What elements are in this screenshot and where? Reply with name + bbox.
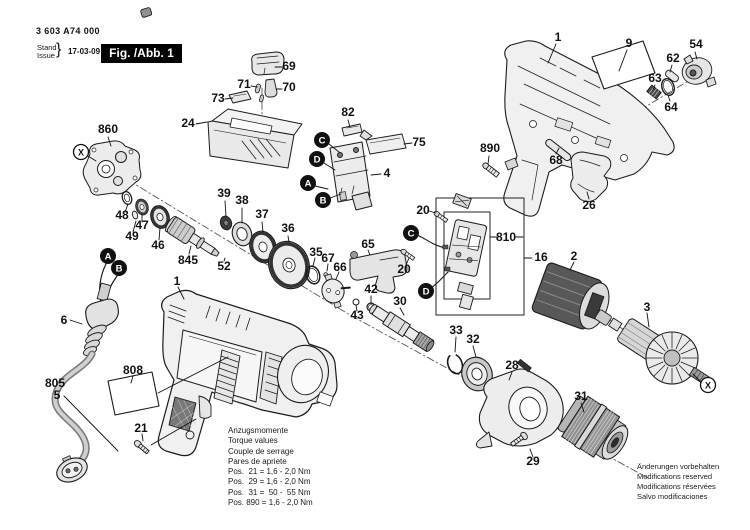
part-label-75: 75	[412, 135, 426, 149]
part-label-9: 9	[625, 36, 633, 50]
spindle-30	[367, 302, 436, 354]
ref-letter: A	[104, 251, 112, 263]
nameplate	[592, 41, 655, 89]
part-label-24: 24	[181, 116, 195, 130]
part-label-39: 39	[217, 186, 231, 200]
ref-circle-C-brush	[403, 225, 419, 241]
torque-note-line: Pos. 21 = 1,6 - 2,0 Nm	[228, 467, 311, 477]
clip-73	[229, 91, 251, 103]
torque-note-line: Pos. 890 = 1,6 - 2,0 Nm	[228, 498, 313, 508]
slider-75	[360, 130, 406, 154]
ref-circle-B-switch	[315, 192, 331, 208]
armature-3	[594, 309, 714, 388]
screw-21	[133, 439, 150, 455]
revision-note-line: Modifications réservées	[637, 482, 716, 491]
type-number: 3 603 A74 000	[36, 26, 100, 36]
torque-note-line: Anzugsmomente	[228, 426, 289, 435]
torque-note	[228, 426, 313, 508]
part-label-62: 62	[666, 51, 680, 65]
ref-letter: D	[422, 286, 430, 298]
part-label-1-top: 1	[554, 30, 562, 44]
part-label-4: 4	[383, 166, 391, 180]
part-label-42: 42	[364, 282, 378, 296]
ref-circle-D-brush	[418, 283, 434, 299]
torque-note-line: Torque values	[228, 436, 278, 446]
flange-66	[317, 270, 354, 311]
part-label-26: 26	[582, 198, 596, 212]
ref-letter: C	[407, 228, 415, 240]
figure-badge	[101, 44, 182, 63]
part-label-38: 38	[235, 193, 249, 207]
ref-circle-A-switch	[300, 175, 316, 191]
stand-label: Stand	[37, 43, 57, 52]
button-69	[252, 52, 284, 75]
part-label-890: 890	[479, 141, 501, 155]
part-label-6: 6	[60, 313, 68, 327]
part-label-808: 808	[122, 363, 144, 377]
part-label-71: 71	[237, 77, 251, 91]
screw-890	[482, 162, 500, 178]
part-label-31: 31	[574, 389, 588, 403]
ref-circle-D-switch	[309, 151, 325, 167]
part-label-28: 28	[505, 358, 519, 372]
part-label-810: 810	[495, 230, 517, 244]
revision-note-line: Modifications reserved	[637, 472, 713, 481]
ref-letter: B	[115, 263, 123, 275]
part-label-46: 46	[151, 238, 165, 252]
cord-grommet-6	[82, 283, 118, 357]
part-label-67: 67	[321, 251, 335, 265]
ref-letter: B	[319, 195, 327, 207]
part-label-49: 49	[125, 229, 139, 243]
part-label-54: 54	[689, 37, 703, 51]
part-label-68: 68	[549, 153, 563, 167]
sticker-808	[108, 372, 159, 415]
ref-circle-X-armature	[701, 378, 716, 393]
part-label-65: 65	[361, 237, 375, 251]
cover-24	[208, 109, 302, 168]
bracket-26	[571, 152, 611, 202]
part-label-70: 70	[282, 80, 296, 94]
part-label-35: 35	[309, 245, 323, 259]
part-label-1-bottom: 1	[173, 274, 181, 288]
ref-circle-X-gearplate	[74, 145, 89, 160]
torque-note-line: Pos. 31 = 50 - 55 Nm	[228, 487, 311, 497]
ref-circle-B-cable	[111, 260, 127, 276]
part-label-29: 29	[526, 454, 540, 468]
part-label-32: 32	[466, 332, 480, 346]
part-label-16: 16	[534, 250, 548, 264]
torque-note-line: Couple de serrage	[228, 446, 294, 456]
part-label-47: 47	[135, 218, 149, 232]
revision-note	[637, 462, 719, 502]
ref-letter: X	[77, 147, 85, 158]
part-label-73: 73	[211, 91, 225, 105]
issue-date: 17-03-09	[68, 47, 101, 56]
latch-82	[342, 124, 362, 136]
ref-letter: C	[318, 135, 326, 147]
switch-4	[330, 142, 372, 210]
part-label-21: 21	[134, 421, 148, 435]
stand-issue-label	[37, 44, 57, 60]
part-label-30: 30	[393, 294, 407, 308]
figure-label: Fig. /Abb. 1	[109, 46, 174, 60]
issue-label: Issue	[37, 51, 55, 60]
chuck-31	[554, 391, 636, 468]
lever-70	[265, 79, 277, 97]
torque-note-line: Pares de apriete	[228, 456, 287, 466]
gear-plate-860	[83, 141, 141, 195]
torque-note-line: Pos. 29 = 1,6 - 2,0 Nm	[228, 477, 311, 487]
ref-letter: A	[304, 178, 312, 190]
ref-letter: X	[704, 380, 712, 391]
part-label-37: 37	[255, 207, 269, 221]
brace-glyph: }	[56, 41, 62, 58]
revision-note-line: Salvo modificaciones	[637, 492, 708, 501]
part-label-43: 43	[350, 308, 364, 322]
part-label-5: 5	[53, 388, 61, 402]
part-label-52: 52	[217, 259, 231, 273]
part-label-66: 66	[333, 260, 347, 274]
part-label-20-upper: 20	[416, 203, 430, 217]
part-label-860: 860	[97, 122, 119, 136]
part-label-20-lower: 20	[397, 262, 411, 276]
part-label-64: 64	[664, 100, 678, 114]
part-label-36: 36	[281, 221, 295, 235]
part-label-33: 33	[449, 323, 463, 337]
ball-43	[353, 299, 359, 305]
part-label-82: 82	[341, 105, 355, 119]
part-label-69: 69	[282, 59, 296, 73]
pinion-39	[219, 215, 234, 232]
part-label-2: 2	[570, 249, 578, 263]
part-label-3: 3	[643, 300, 651, 314]
part-label-805: 805	[44, 376, 66, 390]
sleeve-52	[140, 7, 152, 18]
ref-circle-C-switch	[314, 132, 330, 148]
part-label-63: 63	[648, 71, 662, 85]
power-cable-5	[55, 354, 92, 470]
part-label-845: 845	[177, 253, 199, 267]
part-label-48: 48	[115, 208, 129, 222]
ref-circle-A-cable	[100, 248, 116, 264]
ref-letter: D	[313, 154, 321, 166]
revision-note-line: Änderungen vorbehalten	[637, 462, 720, 471]
